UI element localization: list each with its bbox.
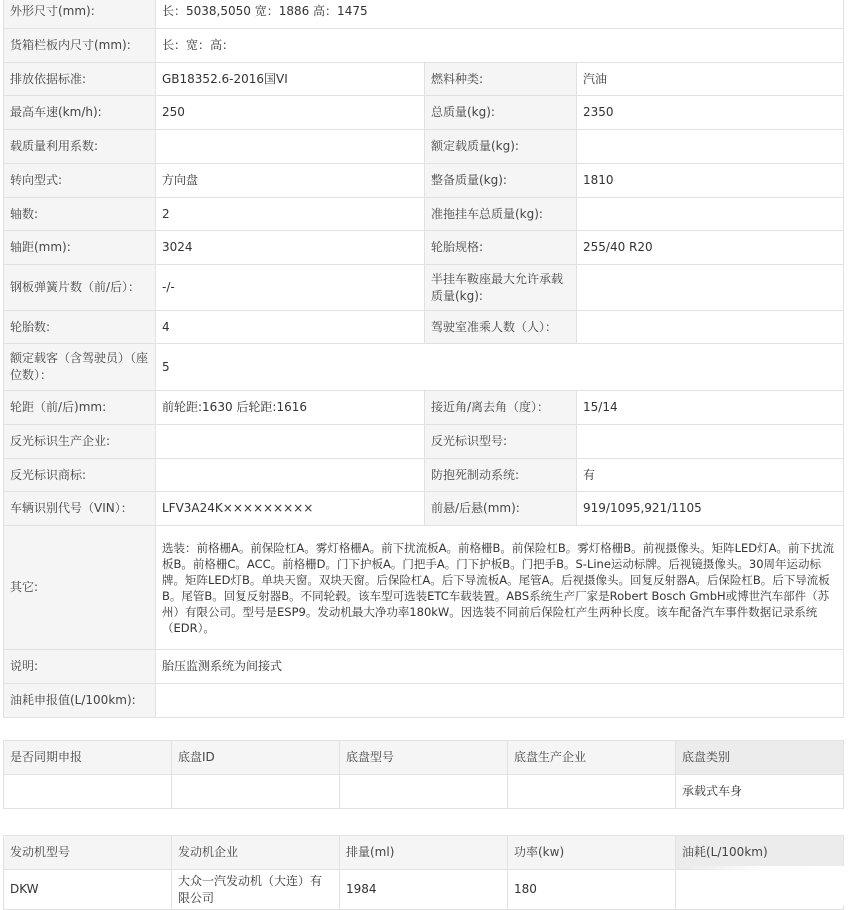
other-notes: 选装：前格栅A。前保险杠A。雾灯格栅A。前下扰流板A。前格栅B。前保险杠B。雾灯格栅B。前视摄像头。矩阵LED灯A。前下扰流板B。前格栅C。ACC。前格栅D。门下护板A。门把手A。门下护板B。门把手B。S-Line运动标牌。后视镜摄像头。30周年运动标牌。矩阵LED灯B。单块天窗。双块天窗。后保险杠A。后下导流板A。尾管A。后视摄像头。回复反射器A。后保险杠B。后下导流板B。尾管B。回复反射器B。不同轮毂。该车型可选装ETC车载装置。ABS系统生产厂家是Robert Bosch GmbH或博世汽车部件（苏州）有限公司。型号是ESP9。发动机最大净功率180kW。因选装不同前后保险杠产生两种长度。该车配备汽车事件数据记录系统（EDR）。 [156, 526, 844, 650]
rated-load-label: 额定载质量(kg): [425, 130, 577, 164]
fuel-consumption-label: 油耗申报值(L/100km): [4, 684, 156, 718]
cargo-label: 货箱栏板内尺寸(mm): [4, 29, 156, 63]
engine-power-cell: 180 [508, 870, 676, 910]
fuel-type-value: 汽油 [577, 63, 844, 96]
reflect-maker-label: 反光标识生产企业: [4, 425, 156, 459]
fuel-consumption-value [156, 684, 844, 718]
emission-value: GB18352.6-2016国VI [156, 63, 425, 96]
table-row [4, 311, 844, 344]
cab-seats-value [577, 311, 844, 344]
reflect-brand-value [156, 459, 425, 492]
engine-col-displacement: 排量(ml) [340, 836, 508, 870]
chassis-table [3, 740, 844, 809]
load-coef-value [156, 130, 425, 164]
curb-mass-value: 1810 [577, 164, 844, 198]
table-row [4, 459, 844, 492]
steering-label: 转向型式: [4, 164, 156, 198]
reflect-model-value [577, 425, 844, 459]
fuel-type-label: 燃料种类: [425, 63, 577, 96]
table-row [4, 650, 844, 684]
remark-value: 胎压监测系统为间接式 [156, 650, 844, 684]
table-row [4, 29, 844, 63]
table-row [4, 526, 844, 650]
approach-angle-label: 接近角/离去角（度）： [425, 391, 577, 425]
table-row [4, 492, 844, 526]
chassis-col-maker: 底盘生产企业 [508, 741, 676, 775]
dimensions-label: 外形尺寸(mm): [4, 0, 156, 29]
table-header-row [4, 741, 844, 775]
track-label: 轮距（前/后)mm: [4, 391, 156, 425]
trailer-mass-value [577, 198, 844, 231]
axles-label: 轴数: [4, 198, 156, 231]
abs-value: 有 [577, 459, 844, 492]
cab-seats-label: 驾驶室准乘人数（人）： [425, 311, 577, 344]
reflect-maker-value [156, 425, 425, 459]
tire-spec-label: 轮胎规格: [425, 231, 577, 265]
table-row [4, 96, 844, 130]
chassis-category-cell: 承载式车身 [676, 775, 844, 809]
trailer-mass-label: 准拖挂车总质量(kg): [425, 198, 577, 231]
saddle-load-value [577, 265, 844, 311]
total-mass-value: 2350 [577, 96, 844, 130]
tire-spec-value: 255/40 R20 [577, 231, 844, 265]
steering-value: 方向盘 [156, 164, 425, 198]
chassis-same-period-cell [4, 775, 172, 809]
track-value: 前轮距:1630 后轮距:1616 [156, 391, 425, 425]
table-row [4, 231, 844, 265]
overhang-label: 前悬/后悬(mm): [425, 492, 577, 526]
chassis-col-id: 底盘ID [172, 741, 340, 775]
chassis-col-same-period: 是否同期申报 [4, 741, 172, 775]
tire-count-value: 4 [156, 311, 425, 344]
engine-model-cell: DKW [4, 870, 172, 910]
approach-angle-value: 15/14 [577, 391, 844, 425]
chassis-col-model: 底盘型号 [340, 741, 508, 775]
axles-value: 2 [156, 198, 425, 231]
engine-col-maker: 发动机企业 [172, 836, 340, 870]
watermark-fade [682, 866, 852, 906]
reflect-brand-label: 反光标识商标: [4, 459, 156, 492]
vehicle-spec-table [3, 0, 844, 718]
table-row [4, 130, 844, 164]
table-row [4, 198, 844, 231]
chassis-col-category: 底盘类别 [676, 741, 844, 775]
table-row [4, 344, 844, 391]
saddle-load-label: 半挂车鞍座最大允许承载质量(kg): [425, 265, 577, 311]
engine-col-fuel: 油耗(L/100km) [676, 836, 844, 870]
engine-col-model: 发动机型号 [4, 836, 172, 870]
wheelbase-value: 3024 [156, 231, 425, 265]
springs-label: 钢板弹簧片数（前/后）： [4, 265, 156, 311]
curb-mass-label: 整备质量(kg): [425, 164, 577, 198]
engine-col-power: 功率(kw) [508, 836, 676, 870]
table-row [4, 63, 844, 96]
overhang-value: 919/1095,921/1105 [577, 492, 844, 526]
table-row [4, 425, 844, 459]
seats-value: 5 [156, 344, 844, 391]
total-mass-label: 总质量(kg): [425, 96, 577, 130]
chassis-maker-cell [508, 775, 676, 809]
table-row [4, 684, 844, 718]
remark-label: 说明: [4, 650, 156, 684]
other-label: 其它: [4, 526, 156, 650]
wheelbase-label: 轴距(mm): [4, 231, 156, 265]
table-header-row [4, 836, 844, 870]
table-row [4, 775, 844, 809]
springs-value: -/- [156, 265, 425, 311]
max-speed-value: 250 [156, 96, 425, 130]
table-row [4, 164, 844, 198]
chassis-id-cell [172, 775, 340, 809]
table-row [4, 0, 844, 29]
vin-label: 车辆识别代号（VIN）： [4, 492, 156, 526]
engine-maker-cell: 大众一汽发动机（大连）有限公司 [172, 870, 340, 910]
reflect-model-label: 反光标识型号: [425, 425, 577, 459]
cargo-value: 长：宽：高： [156, 29, 844, 63]
engine-displacement-cell: 1984 [340, 870, 508, 910]
vin-value: LFV3A24K××××××××× [156, 492, 425, 526]
max-speed-label: 最高车速(km/h): [4, 96, 156, 130]
tire-count-label: 轮胎数: [4, 311, 156, 344]
rated-load-value [577, 130, 844, 164]
dimensions-value: 长：5038,5050 宽：1886 高：1475 [156, 0, 844, 29]
emission-label: 排放依据标准: [4, 63, 156, 96]
abs-label: 防抱死制动系统: [425, 459, 577, 492]
chassis-model-cell [340, 775, 508, 809]
seats-label: 额定载客（含驾驶员）（座位数）： [4, 344, 156, 391]
table-row [4, 391, 844, 425]
load-coef-label: 载质量利用系数: [4, 130, 156, 164]
table-row [4, 265, 844, 311]
